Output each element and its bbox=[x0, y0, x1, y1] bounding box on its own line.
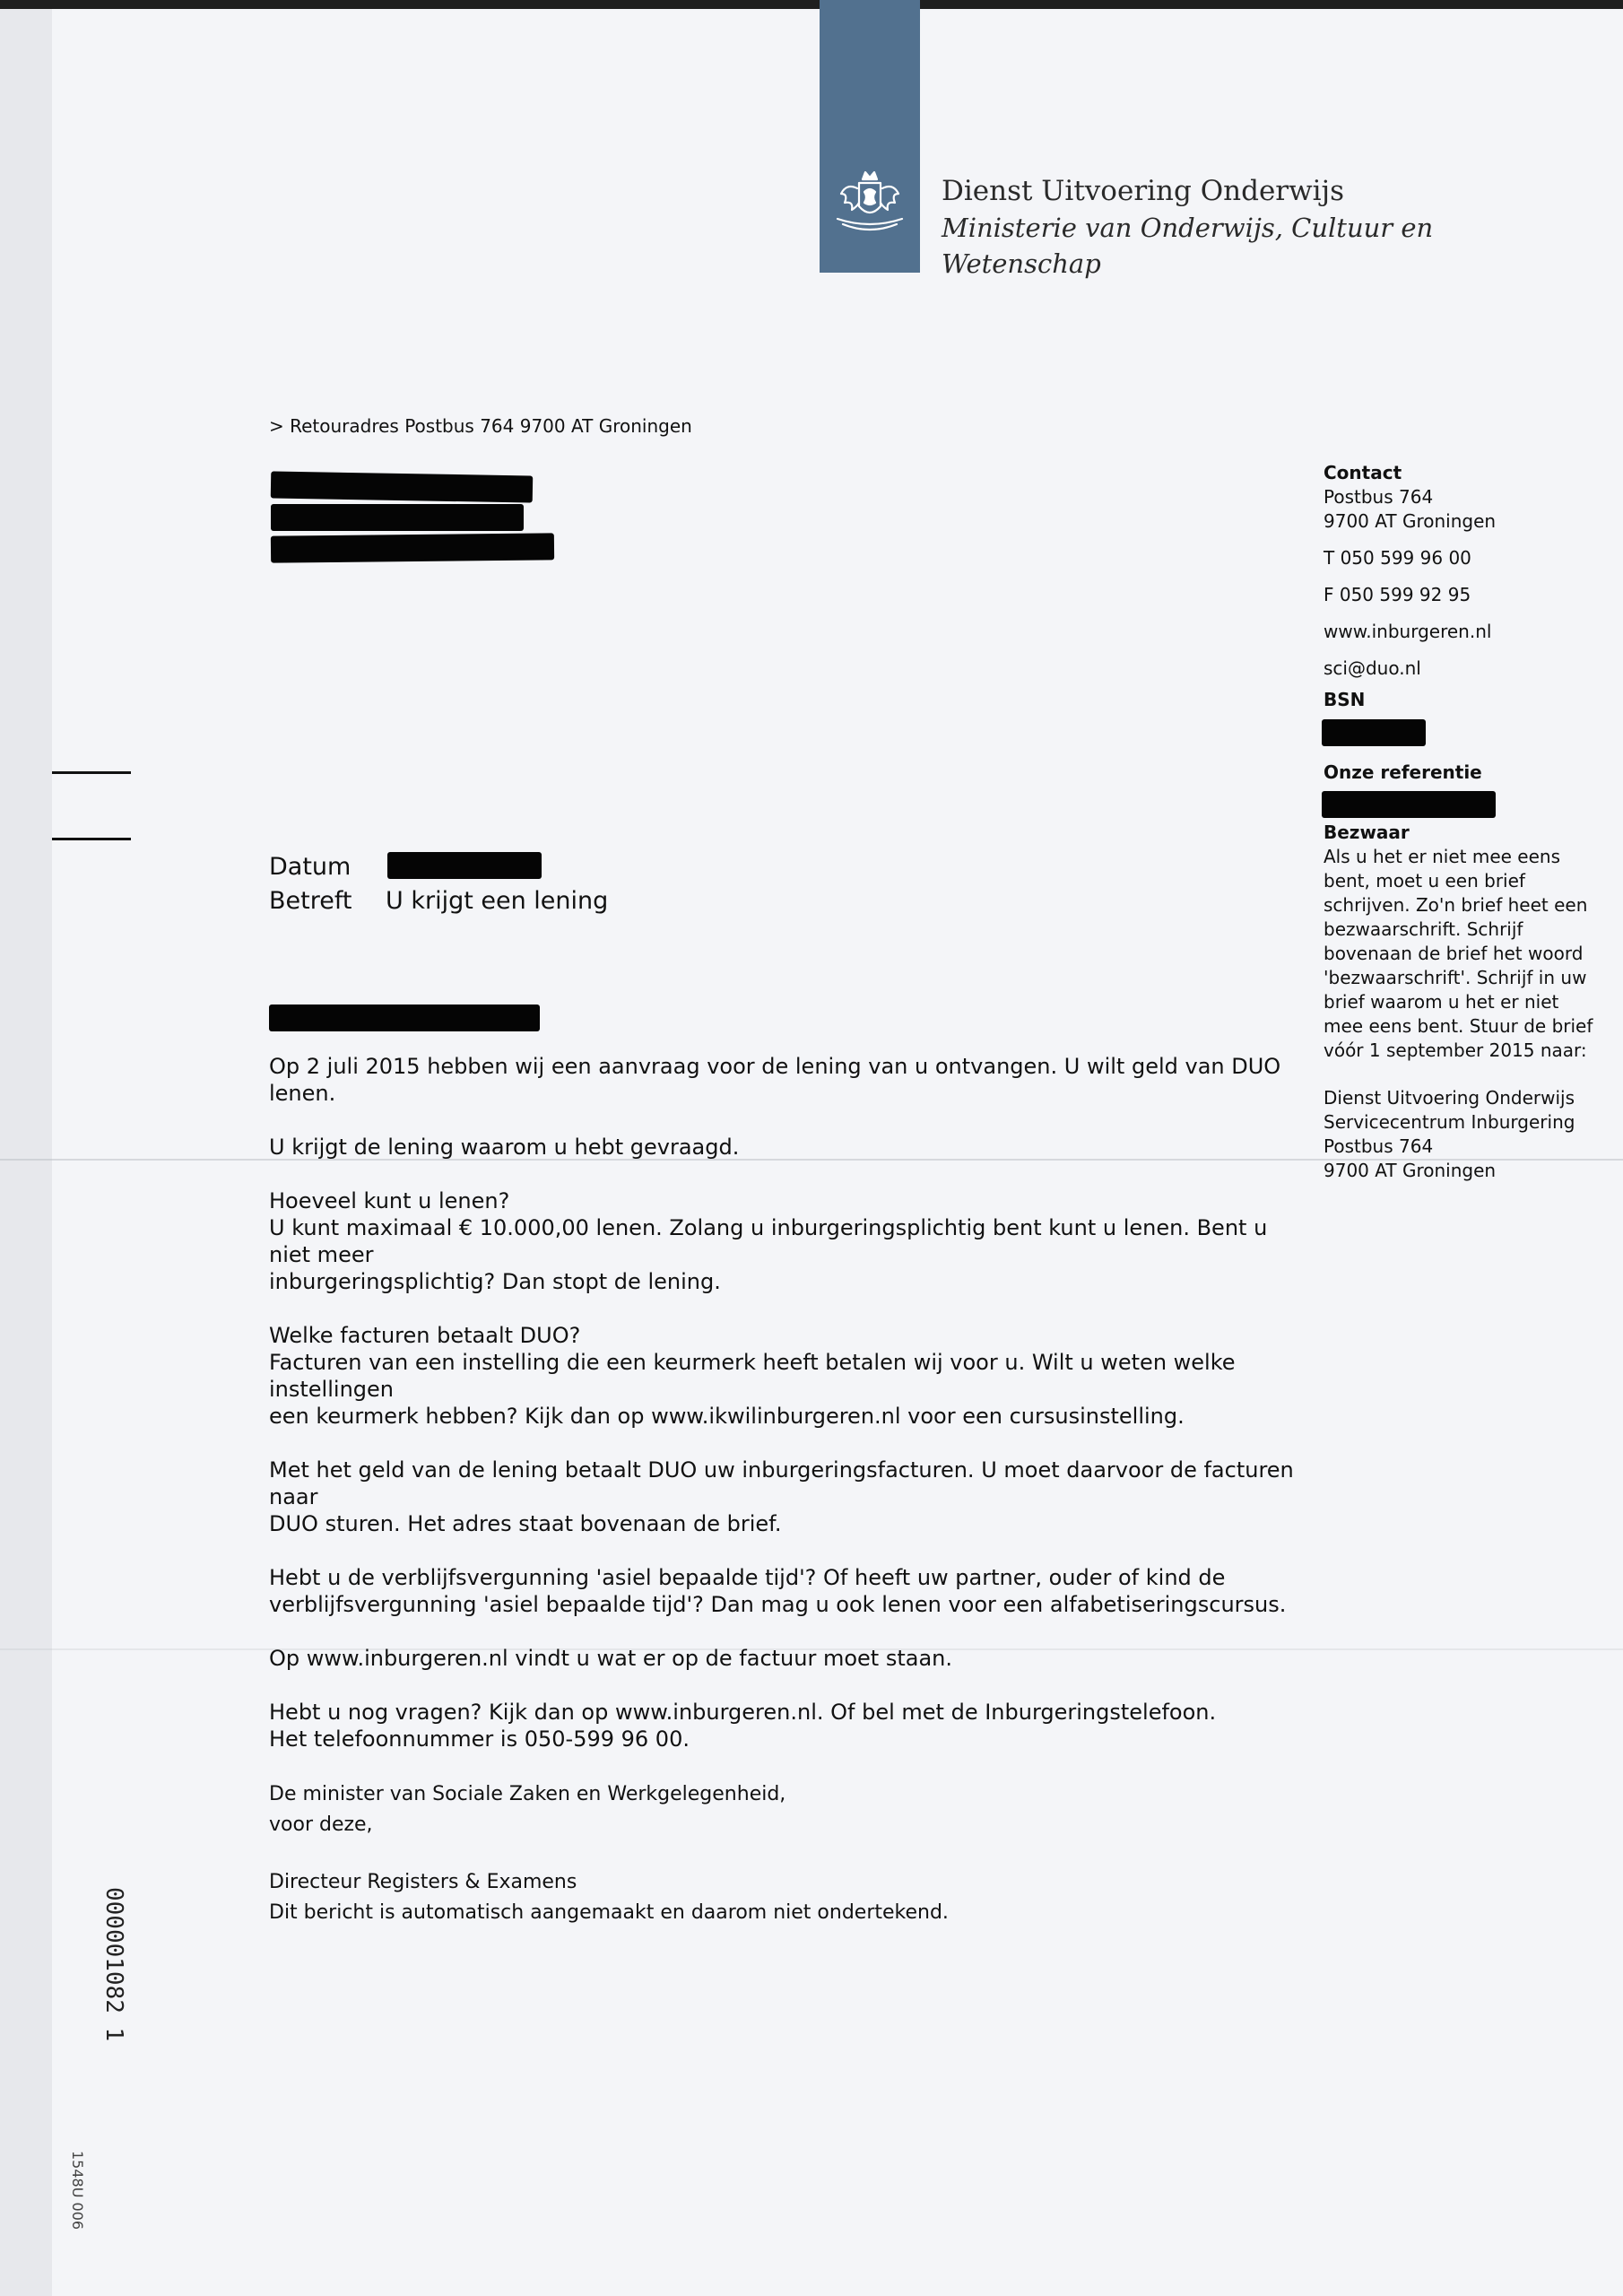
signature-line: Directeur Registers & Examens bbox=[269, 1871, 577, 1893]
objection-address-line: Postbus 764 bbox=[1324, 1135, 1434, 1157]
objection-text bbox=[1324, 845, 1601, 1063]
reference-label: Onze referentie bbox=[1324, 761, 1482, 783]
objection-address-line: Dienst Uitvoering Onderwijs bbox=[1324, 1087, 1575, 1109]
fold-mark bbox=[52, 771, 131, 774]
text-line: inburgeringsplichtig? Dan stopt de lening. bbox=[269, 1269, 721, 1294]
royal-coat-of-arms-icon bbox=[829, 167, 911, 249]
redacted-recipient-city bbox=[271, 533, 554, 562]
paragraph-asylum bbox=[269, 1564, 1300, 1618]
subject-value: U krijgt een lening bbox=[386, 887, 609, 915]
redacted-reference bbox=[1322, 791, 1496, 818]
text-line: verblijfsvergunning 'asiel bepaalde tijd'? Dan mag u ook lenen voor een alfabetiseringscursus. bbox=[269, 1592, 1287, 1617]
document-number: 000001082 1 bbox=[100, 1887, 127, 2042]
form-code: 1548U 006 bbox=[69, 2151, 86, 2231]
paragraph-invoices bbox=[269, 1322, 1300, 1430]
text-line: U kunt maximaal € 10.000,00 lenen. Zolang u inburgeringsplichtig bent kunt u lenen. Bent u niet meer bbox=[269, 1215, 1268, 1267]
objection-line: Als u het er niet mee eens bbox=[1324, 846, 1561, 867]
fold-mark bbox=[52, 838, 131, 840]
objection-address-line: Servicecentrum Inburgering bbox=[1324, 1111, 1575, 1133]
letter-body bbox=[269, 1053, 1300, 1955]
ministry-line-2: Wetenschap bbox=[942, 248, 1101, 279]
contact-email: sci@duo.nl bbox=[1324, 657, 1421, 679]
paragraph-payment bbox=[269, 1457, 1300, 1537]
signature-line: voor deze, bbox=[269, 1813, 373, 1836]
scan-shadow-left bbox=[0, 0, 52, 2296]
redacted-date bbox=[387, 852, 542, 879]
contact-website: www.inburgeren.nl bbox=[1324, 621, 1492, 642]
organization-block bbox=[942, 172, 1433, 282]
objection-line: brief waarom u het er niet bbox=[1324, 991, 1559, 1013]
contact-sidebar bbox=[1324, 461, 1601, 1183]
text-line: DUO sturen. Het adres staat bovenaan de brief. bbox=[269, 1511, 782, 1536]
logo-band bbox=[820, 0, 920, 273]
objection-line: vóór 1 september 2015 naar: bbox=[1324, 1039, 1587, 1061]
paragraph-granted: U krijgt de lening waarom u hebt gevraagd. bbox=[269, 1135, 740, 1160]
objection-address-line: 9700 AT Groningen bbox=[1324, 1160, 1497, 1181]
objection-line: schrijven. Zo'n brief heet een bbox=[1324, 894, 1588, 916]
subject-label: Betreft bbox=[269, 887, 352, 915]
paragraph-amount bbox=[269, 1187, 1300, 1295]
contact-fax: F 050 599 92 95 bbox=[1324, 584, 1471, 605]
heading-invoices: Welke facturen betaalt DUO? bbox=[269, 1323, 581, 1348]
text-line: Hebt u de verblijfsvergunning 'asiel bepaalde tijd'? Of heeft uw partner, ouder of kind de bbox=[269, 1565, 1226, 1590]
redacted-bsn bbox=[1322, 719, 1426, 746]
objection-line: bovenaan de brief het woord bbox=[1324, 943, 1584, 964]
text-line: Facturen van een instelling die een keurmerk heeft betalen wij voor u. Wilt u weten welke instellingen bbox=[269, 1350, 1236, 1402]
contact-heading: Contact bbox=[1324, 462, 1402, 483]
redacted-recipient-street bbox=[271, 504, 524, 531]
paragraph-questions bbox=[269, 1699, 1300, 1752]
contact-address-line-1: Postbus 764 bbox=[1324, 486, 1434, 508]
redacted-salutation bbox=[269, 1004, 540, 1031]
return-address: > Retouradres Postbus 764 9700 AT Groningen bbox=[269, 415, 692, 437]
objection-line: bezwaarschrift. Schrijf bbox=[1324, 918, 1523, 940]
paragraph-invoice-info: Op www.inburgeren.nl vindt u wat er op de factuur moet staan. bbox=[269, 1646, 953, 1671]
paragraph-application: Op 2 juli 2015 hebben wij een aanvraag voor de lening van u ontvangen. U wilt geld van DUO lenen. bbox=[269, 1054, 1281, 1106]
objection-spacer bbox=[1324, 1063, 1601, 1086]
redacted-recipient-name bbox=[271, 471, 533, 502]
objection-line: bent, moet u een brief bbox=[1324, 870, 1525, 891]
date-label: Datum bbox=[269, 853, 352, 881]
objection-heading: Bezwaar bbox=[1324, 822, 1410, 843]
objection-address bbox=[1324, 1086, 1601, 1183]
signature-block bbox=[269, 1779, 1300, 1928]
text-line: Het telefoonnummer is 050-599 96 00. bbox=[269, 1726, 690, 1752]
objection-line: 'bezwaarschrift'. Schrijf in uw bbox=[1324, 967, 1587, 988]
text-line: Hebt u nog vragen? Kijk dan op www.inburgeren.nl. Of bel met de Inburgeringstelefoon. bbox=[269, 1700, 1217, 1725]
heading-amount: Hoeveel kunt u lenen? bbox=[269, 1188, 510, 1213]
contact-address-line-2: 9700 AT Groningen bbox=[1324, 510, 1497, 532]
objection-line: mee eens bent. Stuur de brief bbox=[1324, 1015, 1593, 1037]
scan-shadow-top bbox=[0, 0, 1623, 9]
organization-name: Dienst Uitvoering Onderwijs bbox=[942, 175, 1345, 207]
bsn-label: BSN bbox=[1324, 689, 1366, 710]
text-line: een keurmerk hebben? Kijk dan op www.ikwilinburgeren.nl voor een cursusinstelling. bbox=[269, 1404, 1185, 1429]
text-line: Met het geld van de lening betaalt DUO uw inburgeringsfacturen. U moet daarvoor de facturen naar bbox=[269, 1457, 1294, 1509]
ministry-line-1: Ministerie van Onderwijs, Cultuur en bbox=[942, 213, 1434, 243]
signature-line: De minister van Sociale Zaken en Werkgelegenheid, bbox=[269, 1783, 786, 1805]
contact-phone: T 050 599 96 00 bbox=[1324, 547, 1471, 569]
signature-line: Dit bericht is automatisch aangemaakt en daarom niet ondertekend. bbox=[269, 1901, 949, 1924]
